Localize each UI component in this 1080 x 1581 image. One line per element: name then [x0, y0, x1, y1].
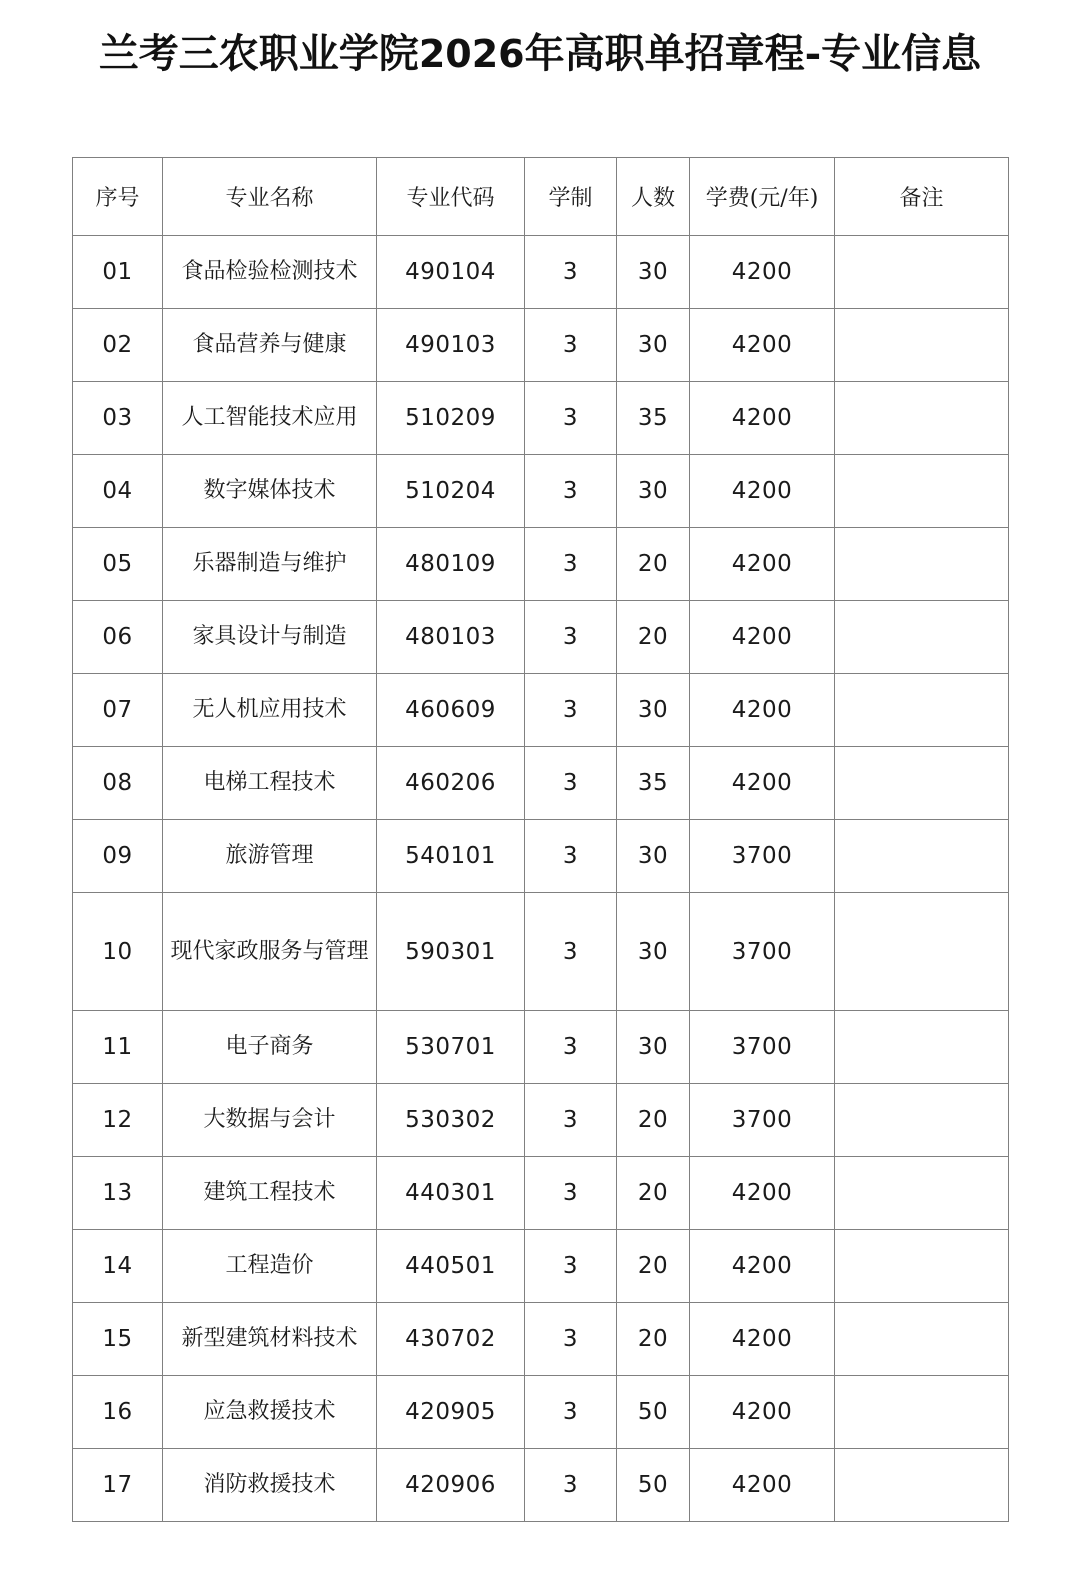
- cell-major-name: 电梯工程技术: [163, 747, 377, 820]
- cell-index: 04: [73, 455, 163, 528]
- table-row: [73, 674, 1009, 747]
- cell-study-years: 3: [525, 1449, 617, 1522]
- cell-remark: [835, 455, 1009, 528]
- table-row: [73, 601, 1009, 674]
- cell-study-years: 3: [525, 747, 617, 820]
- cell-study-years: 3: [525, 236, 617, 309]
- table-row: [73, 309, 1009, 382]
- cell-index: 05: [73, 528, 163, 601]
- cell-major-code: 480103: [377, 601, 525, 674]
- cell-major-code: 480109: [377, 528, 525, 601]
- cell-major-code: 590301: [377, 893, 525, 1011]
- cell-remark: [835, 1230, 1009, 1303]
- cell-quota: 50: [617, 1449, 690, 1522]
- cell-tuition-fee: 4200: [690, 309, 835, 382]
- cell-index: 03: [73, 382, 163, 455]
- table-row: [73, 236, 1009, 309]
- table-row: [73, 893, 1009, 1011]
- cell-major-code: 430702: [377, 1303, 525, 1376]
- cell-major-name: 无人机应用技术: [163, 674, 377, 747]
- cell-major-code: 420906: [377, 1449, 525, 1522]
- cell-major-name: 应急救援技术: [163, 1376, 377, 1449]
- cell-major-name: 消防救援技术: [163, 1449, 377, 1522]
- column-header-years: 学制: [525, 158, 617, 236]
- cell-remark: [835, 747, 1009, 820]
- cell-remark: [835, 1303, 1009, 1376]
- cell-major-code: 540101: [377, 820, 525, 893]
- cell-tuition-fee: 4200: [690, 382, 835, 455]
- cell-tuition-fee: 3700: [690, 1084, 835, 1157]
- cell-index: 01: [73, 236, 163, 309]
- cell-index: 11: [73, 1011, 163, 1084]
- cell-study-years: 3: [525, 309, 617, 382]
- cell-tuition-fee: 4200: [690, 674, 835, 747]
- column-header-name: 专业名称: [163, 158, 377, 236]
- cell-major-name: 建筑工程技术: [163, 1157, 377, 1230]
- cell-remark: [835, 1011, 1009, 1084]
- column-header-fee: 学费(元/年): [690, 158, 835, 236]
- table-row: [73, 1011, 1009, 1084]
- cell-major-code: 420905: [377, 1376, 525, 1449]
- cell-tuition-fee: 4200: [690, 236, 835, 309]
- cell-remark: [835, 528, 1009, 601]
- cell-major-name: 工程造价: [163, 1230, 377, 1303]
- cell-remark: [835, 674, 1009, 747]
- column-header-code: 专业代码: [377, 158, 525, 236]
- cell-major-name: 家具设计与制造: [163, 601, 377, 674]
- cell-index: 09: [73, 820, 163, 893]
- cell-major-code: 510204: [377, 455, 525, 528]
- cell-study-years: 3: [525, 1157, 617, 1230]
- cell-tuition-fee: 3700: [690, 1011, 835, 1084]
- cell-study-years: 3: [525, 455, 617, 528]
- cell-remark: [835, 382, 1009, 455]
- page-title-prefix: 兰考三农职业学院: [98, 30, 419, 77]
- cell-quota: 20: [617, 601, 690, 674]
- cell-quota: 30: [617, 893, 690, 1011]
- cell-quota: 20: [617, 1084, 690, 1157]
- cell-major-name: 电子商务: [163, 1011, 377, 1084]
- cell-index: 14: [73, 1230, 163, 1303]
- major-information-table: [72, 157, 1009, 1522]
- cell-quota: 20: [617, 528, 690, 601]
- major-information-table-container: [72, 157, 1008, 1522]
- cell-index: 13: [73, 1157, 163, 1230]
- table-header: [73, 158, 1009, 236]
- cell-tuition-fee: 4200: [690, 747, 835, 820]
- cell-study-years: 3: [525, 1376, 617, 1449]
- table-row: [73, 1084, 1009, 1157]
- cell-major-name: 新型建筑材料技术: [163, 1303, 377, 1376]
- cell-remark: [835, 1084, 1009, 1157]
- table-body: [73, 236, 1009, 1522]
- cell-study-years: 3: [525, 601, 617, 674]
- table-row: [73, 382, 1009, 455]
- cell-quota: 20: [617, 1157, 690, 1230]
- cell-study-years: 3: [525, 1084, 617, 1157]
- cell-major-code: 460206: [377, 747, 525, 820]
- cell-quota: 30: [617, 820, 690, 893]
- cell-major-name: 现代家政服务与管理: [163, 893, 377, 1011]
- cell-study-years: 3: [525, 893, 617, 1011]
- table-row: [73, 747, 1009, 820]
- table-header-row: [73, 158, 1009, 236]
- cell-tuition-fee: 3700: [690, 893, 835, 1011]
- cell-remark: [835, 1449, 1009, 1522]
- cell-tuition-fee: 4200: [690, 1230, 835, 1303]
- cell-quota: 50: [617, 1376, 690, 1449]
- cell-major-name: 数字媒体技术: [163, 455, 377, 528]
- cell-major-code: 490104: [377, 236, 525, 309]
- cell-major-code: 440301: [377, 1157, 525, 1230]
- cell-quota: 20: [617, 1303, 690, 1376]
- cell-major-code: 440501: [377, 1230, 525, 1303]
- cell-major-code: 510209: [377, 382, 525, 455]
- cell-index: 06: [73, 601, 163, 674]
- page-title-suffix: 年高职单招章程-专业信息: [524, 30, 982, 77]
- cell-quota: 30: [617, 1011, 690, 1084]
- cell-study-years: 3: [525, 1230, 617, 1303]
- cell-tuition-fee: 4200: [690, 1157, 835, 1230]
- cell-quota: 35: [617, 382, 690, 455]
- cell-quota: 20: [617, 1230, 690, 1303]
- cell-remark: [835, 309, 1009, 382]
- cell-tuition-fee: 4200: [690, 455, 835, 528]
- cell-major-code: 490103: [377, 309, 525, 382]
- cell-major-name: 人工智能技术应用: [163, 382, 377, 455]
- cell-study-years: 3: [525, 1011, 617, 1084]
- cell-tuition-fee: 4200: [690, 1376, 835, 1449]
- cell-remark: [835, 820, 1009, 893]
- cell-quota: 30: [617, 309, 690, 382]
- cell-major-name: 食品检验检测技术: [163, 236, 377, 309]
- cell-index: 08: [73, 747, 163, 820]
- cell-remark: [835, 893, 1009, 1011]
- cell-major-name: 大数据与会计: [163, 1084, 377, 1157]
- cell-index: 07: [73, 674, 163, 747]
- cell-tuition-fee: 4200: [690, 1449, 835, 1522]
- column-header-index: 序号: [73, 158, 163, 236]
- cell-index: 02: [73, 309, 163, 382]
- cell-study-years: 3: [525, 820, 617, 893]
- cell-major-name: 乐器制造与维护: [163, 528, 377, 601]
- cell-study-years: 3: [525, 674, 617, 747]
- table-row: [73, 528, 1009, 601]
- cell-study-years: 3: [525, 528, 617, 601]
- cell-study-years: 3: [525, 1303, 617, 1376]
- cell-quota: 30: [617, 674, 690, 747]
- cell-quota: 35: [617, 747, 690, 820]
- table-row: [73, 1157, 1009, 1230]
- cell-major-name: 食品营养与健康: [163, 309, 377, 382]
- cell-major-code: 530302: [377, 1084, 525, 1157]
- table-row: [73, 455, 1009, 528]
- cell-remark: [835, 236, 1009, 309]
- table-row: [73, 1230, 1009, 1303]
- cell-tuition-fee: 4200: [690, 601, 835, 674]
- cell-quota: 30: [617, 236, 690, 309]
- cell-tuition-fee: 4200: [690, 1303, 835, 1376]
- cell-major-code: 530701: [377, 1011, 525, 1084]
- cell-index: 10: [73, 893, 163, 1011]
- column-header-remark: 备注: [835, 158, 1009, 236]
- table-row: [73, 1303, 1009, 1376]
- cell-tuition-fee: 4200: [690, 528, 835, 601]
- cell-remark: [835, 1157, 1009, 1230]
- cell-index: 15: [73, 1303, 163, 1376]
- cell-major-code: 460609: [377, 674, 525, 747]
- cell-tuition-fee: 3700: [690, 820, 835, 893]
- cell-remark: [835, 1376, 1009, 1449]
- page-title-year: 2026: [418, 32, 525, 76]
- table-row: [73, 1449, 1009, 1522]
- cell-remark: [835, 601, 1009, 674]
- page-title: [78, 26, 1002, 82]
- table-row: [73, 820, 1009, 893]
- cell-index: 12: [73, 1084, 163, 1157]
- cell-study-years: 3: [525, 382, 617, 455]
- column-header-quota: 人数: [617, 158, 690, 236]
- table-row: [73, 1376, 1009, 1449]
- cell-index: 17: [73, 1449, 163, 1522]
- cell-quota: 30: [617, 455, 690, 528]
- cell-major-name: 旅游管理: [163, 820, 377, 893]
- cell-index: 16: [73, 1376, 163, 1449]
